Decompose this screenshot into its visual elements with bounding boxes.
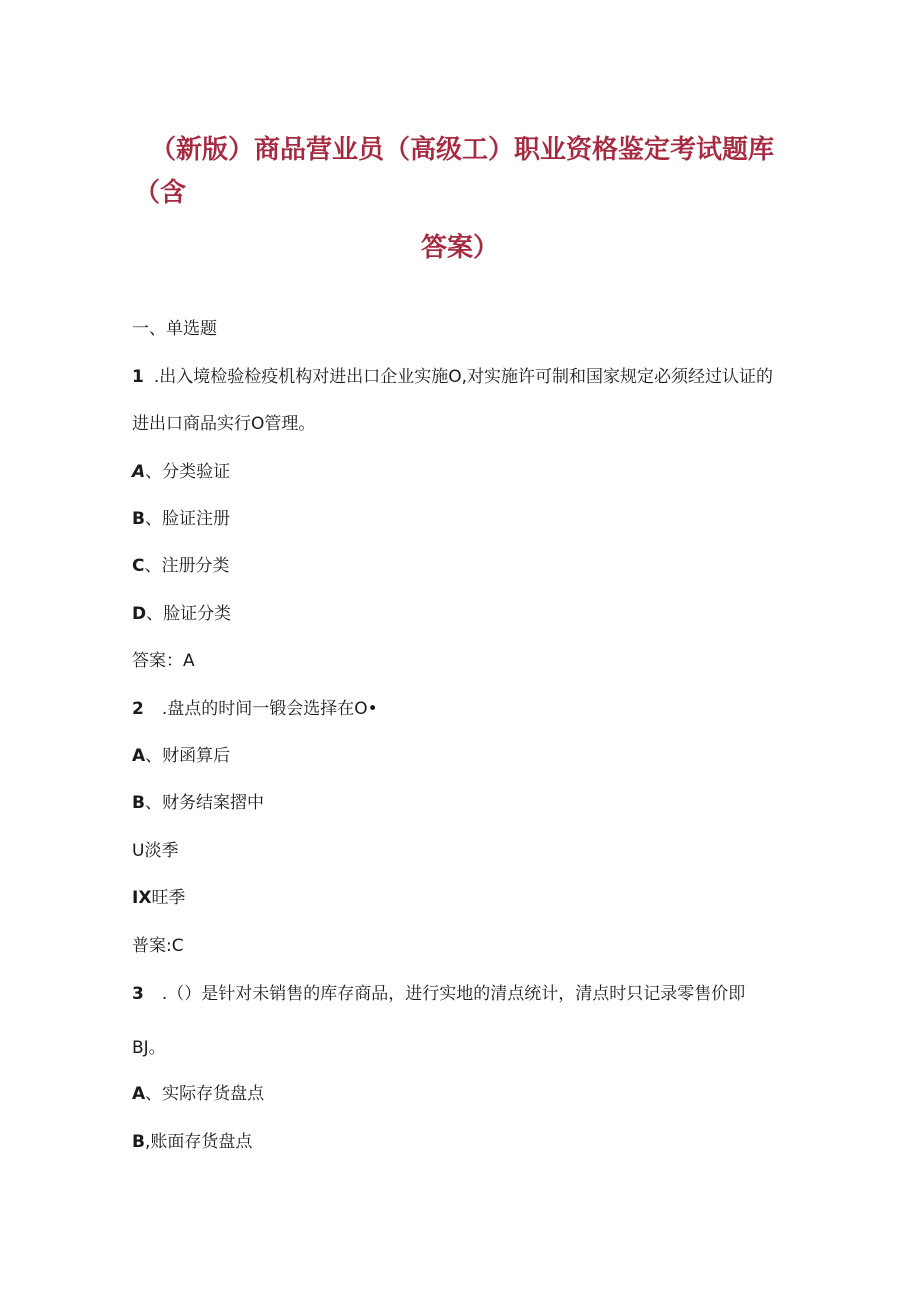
option-letter: A bbox=[132, 462, 146, 482]
question-1-option-c bbox=[132, 555, 229, 577]
question-3-option-b bbox=[132, 1131, 252, 1153]
option-text: 、脸证分类 bbox=[146, 604, 232, 624]
option-letter: B bbox=[132, 1132, 145, 1152]
option-text: 、实际存货盘点 bbox=[145, 1084, 265, 1104]
question-1-option-a bbox=[132, 461, 230, 483]
option-text: 、注册分类 bbox=[144, 556, 230, 576]
option-letter: D bbox=[132, 604, 147, 624]
option-letter: B bbox=[132, 509, 145, 529]
question-2-answer: 普案:C bbox=[132, 936, 184, 956]
question-2-option-a bbox=[132, 745, 230, 767]
section-heading: 一、单选题 bbox=[132, 319, 217, 339]
question-1 bbox=[132, 366, 773, 388]
question-2-number: 2 bbox=[132, 699, 144, 719]
option-text: 、财务结案摺中 bbox=[144, 793, 264, 813]
option-text: 旺季 bbox=[151, 888, 186, 908]
question-3-number: 3 bbox=[132, 984, 144, 1004]
question-3-text-cont: BJ。 bbox=[132, 1038, 166, 1058]
question-2-text: .盘点的时间一锻会选择在O• bbox=[161, 699, 378, 719]
question-1-text-cont: 进出口商品实行O管理。 bbox=[132, 414, 316, 434]
question-1-option-d bbox=[132, 603, 231, 625]
option-letter: A bbox=[132, 746, 146, 766]
document-title-line-2: （含 bbox=[134, 178, 187, 208]
question-1-number: 1 bbox=[132, 367, 144, 387]
option-text: 、脸证注册 bbox=[144, 509, 230, 529]
option-letter: C bbox=[132, 556, 145, 576]
option-text: 、分类验证 bbox=[145, 462, 231, 482]
document-title-line-3: 答案） bbox=[420, 233, 499, 263]
question-2-option-d bbox=[132, 887, 185, 909]
question-2-option-c bbox=[132, 840, 178, 862]
option-letter: A bbox=[132, 1084, 146, 1104]
option-text: 、财函算后 bbox=[145, 746, 231, 766]
question-1-answer: 答案：A bbox=[132, 651, 195, 671]
question-2 bbox=[132, 698, 378, 720]
option-letter: B bbox=[132, 793, 145, 813]
question-1-text: .出入境检验检疫机构对进出口企业实施O,对实施许可制和国家规定必须经过认证的 bbox=[153, 367, 774, 387]
question-3 bbox=[132, 983, 745, 1005]
question-3-option-a bbox=[132, 1083, 264, 1105]
question-3-text: .（）是针对未销售的库存商品，进行实地的清点统计，清点时只记录零售价即 bbox=[161, 984, 746, 1004]
option-text: ,账面存货盘点 bbox=[144, 1132, 253, 1152]
option-letter: U bbox=[132, 841, 145, 861]
option-letter: IX bbox=[132, 888, 152, 908]
question-2-option-b bbox=[132, 792, 264, 814]
option-text: 淡季 bbox=[144, 841, 179, 861]
document-title-line-1: （新版）商品营业员（高级工）职业资格鉴定考试题库 bbox=[150, 135, 775, 165]
question-1-option-b bbox=[132, 508, 230, 530]
